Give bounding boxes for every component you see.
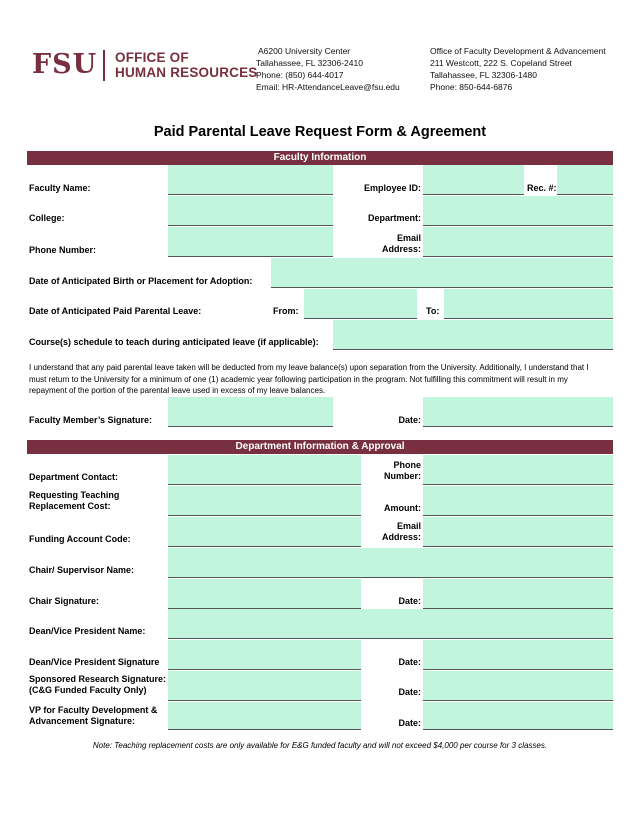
courses-label: Course(s) schedule to teach during anticipated leave (if applicable): <box>29 337 319 347</box>
sponsored-date-label: Date: <box>398 687 421 697</box>
hr-address-line: Phone: (850) 644-4017 <box>256 70 344 80</box>
chair-signature-label: Chair Signature: <box>29 596 100 606</box>
hr-address-line: Tallahassee, FL 32306-2410 <box>256 58 363 68</box>
vp-signature-label-line: VP for Faculty Development & <box>29 705 158 715</box>
email-label <box>340 233 421 255</box>
sponsored-signature-label <box>29 674 166 696</box>
department-section-heading: Department Information & Approval <box>27 440 613 454</box>
college-label: College: <box>29 213 65 223</box>
office-line-1: OFFICE OF <box>115 50 189 65</box>
replacement-cost-label-line: Replacement Cost: <box>29 501 111 511</box>
college-field[interactable] <box>168 196 333 226</box>
dept-email-label-line: Address: <box>381 532 421 542</box>
chair-signature-field[interactable] <box>168 579 361 609</box>
email-field[interactable] <box>423 227 613 257</box>
amount-label: Amount: <box>384 503 421 513</box>
rec-number-label: Rec. #: <box>527 183 557 193</box>
dept-phone-label <box>340 460 421 482</box>
employee-id-label: Employee ID: <box>363 183 421 193</box>
fda-phone: Phone: 850-644-6876 <box>430 82 513 92</box>
hr-address <box>256 45 400 93</box>
chair-date-field[interactable] <box>423 579 613 609</box>
dept-phone-label-line: Number: <box>383 471 421 481</box>
amount-field[interactable] <box>423 486 613 516</box>
hr-email[interactable]: Email: HR-AttendanceLeave@fsu.edu <box>256 82 400 92</box>
dept-email-label <box>340 521 421 543</box>
vp-signature-label <box>29 705 157 727</box>
courses-field[interactable] <box>333 320 613 350</box>
birth-date-label: Date of Anticipated Birth or Placement for Adoption: <box>29 276 253 286</box>
dept-email-label-line: Email <box>396 521 421 531</box>
footnote: Note: Teaching replacement costs are only available for E&G funded faculty and will not exceed $4,000 per course for 3 classes. <box>92 741 548 750</box>
vp-date-field[interactable] <box>423 702 613 730</box>
sponsored-signature-label-line: (C&G Funded Faculty Only) <box>29 685 147 695</box>
agreement-text: I understand that any paid parental leave taken will be deducted from my leave balance(s) upon separation from the University. Additionally, I understand that I must return to the University for a minimum of one (1) academic year following participation in the program. Not fulfilling this commitment will result in my repayment of the portion of the parental leave used in excess of my leave balances. <box>29 363 589 395</box>
fda-address-line: Tallahassee, FL 32306-1480 <box>430 70 537 80</box>
faculty-signature-label: Faculty Member’s Signature: <box>29 415 153 425</box>
office-line-2: HUMAN RESOURCES <box>115 65 258 80</box>
sponsored-signature-field[interactable] <box>168 671 361 701</box>
fda-address-line: 211 Westcott, 222 S. Copeland Street <box>430 58 572 68</box>
email-label-line: Address: <box>381 244 421 254</box>
sponsored-signature-label-line: Sponsored Research Signature: <box>29 674 167 684</box>
faculty-date-label: Date: <box>398 415 421 425</box>
fsu-logo: FSU <box>32 49 98 80</box>
logo-divider <box>103 50 105 81</box>
sponsored-date-field[interactable] <box>423 671 613 701</box>
faculty-section-heading: Faculty Information <box>27 151 613 165</box>
fda-address-line: Office of Faculty Development & Advancement <box>430 46 606 56</box>
vp-signature-field[interactable] <box>168 702 361 730</box>
dean-name-label: Dean/Vice President Name: <box>29 626 146 636</box>
dean-name-field[interactable] <box>168 609 613 639</box>
from-label: From: <box>273 306 299 316</box>
fda-address <box>430 45 606 93</box>
replacement-cost-field[interactable] <box>168 486 361 516</box>
phone-number-label: Phone Number: <box>29 245 97 255</box>
faculty-date-field[interactable] <box>423 397 613 427</box>
chair-name-field[interactable] <box>168 548 613 578</box>
dept-phone-label-line: Phone <box>393 460 421 470</box>
rec-number-field[interactable] <box>557 165 613 195</box>
to-label: To: <box>426 306 440 316</box>
department-contact-field[interactable] <box>168 455 361 485</box>
chair-date-label: Date: <box>398 596 421 606</box>
dept-email-field[interactable] <box>423 517 613 547</box>
replacement-cost-label <box>29 490 119 512</box>
employee-id-field[interactable] <box>423 165 524 195</box>
hr-address-line: A6200 University Center <box>258 46 351 56</box>
department-field[interactable] <box>423 196 613 226</box>
funding-code-label: Funding Account Code: <box>29 534 131 544</box>
department-label: Department: <box>367 213 421 223</box>
phone-number-field[interactable] <box>168 227 333 257</box>
department-contact-label: Department Contact: <box>29 472 119 482</box>
funding-code-field[interactable] <box>168 517 361 547</box>
vp-signature-label-line: Advancement Signature: <box>29 716 136 726</box>
faculty-signature-field[interactable] <box>168 397 333 427</box>
leave-from-field[interactable] <box>304 289 417 319</box>
chair-name-label: Chair/ Supervisor Name: <box>29 565 135 575</box>
dean-signature-label: Dean/Vice President Signature <box>29 657 160 667</box>
email-label-line: Email <box>396 233 421 243</box>
birth-date-field[interactable] <box>271 258 613 288</box>
leave-date-label: Date of Anticipated Paid Parental Leave: <box>29 306 202 316</box>
replacement-cost-label-line: Requesting Teaching <box>29 490 120 500</box>
office-name <box>115 50 258 80</box>
leave-to-field[interactable] <box>444 289 613 319</box>
dean-date-label: Date: <box>398 657 421 667</box>
faculty-name-label: Faculty Name: <box>29 183 91 193</box>
dean-signature-field[interactable] <box>168 640 361 670</box>
dean-date-field[interactable] <box>423 640 613 670</box>
dept-phone-field[interactable] <box>423 455 613 485</box>
form-title: Paid Parental Leave Request Form & Agreement <box>153 124 487 140</box>
vp-date-label: Date: <box>398 718 421 728</box>
faculty-name-field[interactable] <box>168 165 333 195</box>
